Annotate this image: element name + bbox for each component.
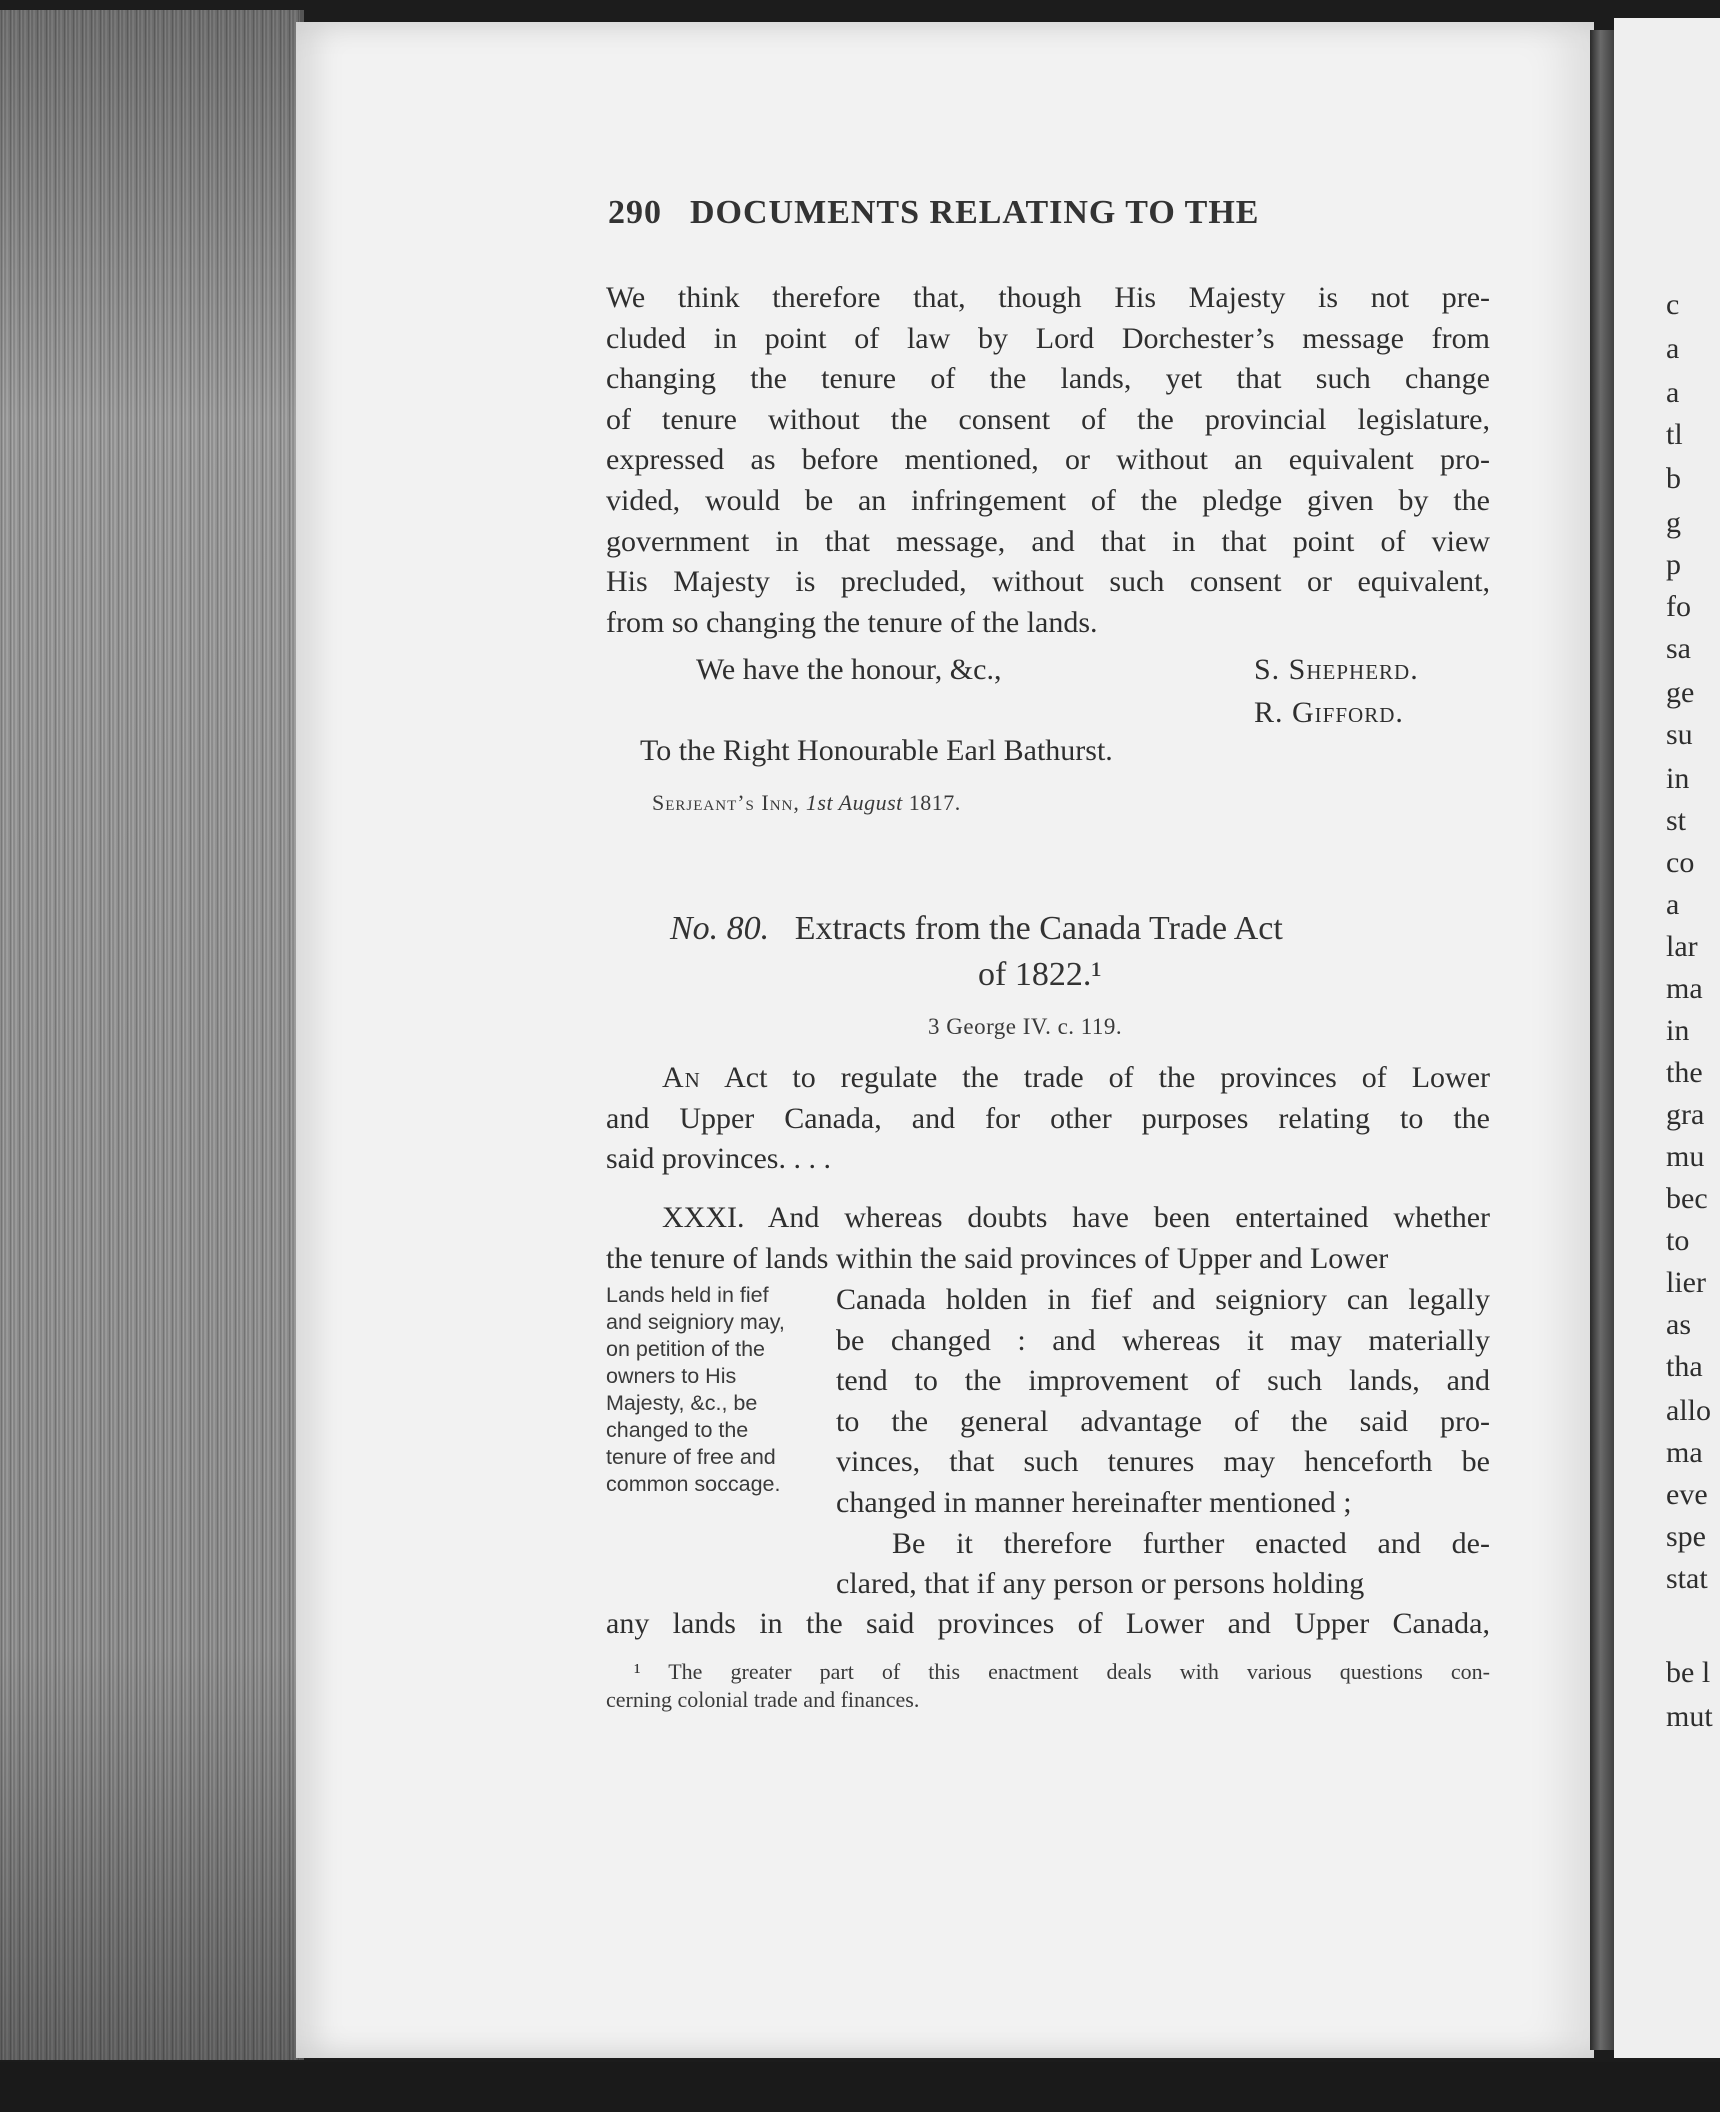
facing-page-fragment: mu	[1666, 1140, 1705, 1173]
facing-page-fragment: b	[1666, 462, 1681, 495]
statute-citation: 3 George IV. c. 119.	[928, 1014, 1123, 1039]
facing-page-fragment: mut	[1666, 1700, 1713, 1733]
addressee: To the Right Honourable Earl Bathurst.	[640, 734, 1113, 767]
opening-line: government in that message, and that in that point of view	[606, 524, 1490, 558]
document-number: No. 80.	[670, 910, 770, 947]
facing-page-fragment: g	[1666, 506, 1681, 539]
page-content	[296, 22, 1594, 2058]
section-indented-line: be changed : and whereas it may materially	[836, 1323, 1490, 1357]
facing-page-fragment: spe	[1666, 1520, 1706, 1553]
opening-line: cluded in point of law by Lord Dorchester’s message from	[606, 321, 1490, 355]
running-head-title: DOCUMENTS RELATING TO THE	[690, 194, 1260, 231]
book-page-edges	[0, 10, 304, 2060]
section-indented-line: Be it therefore further enacted and de-	[892, 1526, 1490, 1560]
margin-note-line: on petition of the	[606, 1337, 765, 1361]
footnote-line: ¹ The greater part of this enactment deals with various questions con-	[634, 1659, 1490, 1684]
footnote-line: cerning colonial trade and finances.	[606, 1687, 920, 1712]
section-indented-line: changed in manner hereinafter mentioned ;	[836, 1485, 1352, 1519]
margin-note-line: changed to the	[606, 1418, 749, 1442]
section-xxxi-body	[836, 1280, 1490, 1605]
facing-page-fragment: eve	[1666, 1478, 1708, 1511]
section-final-line: any lands in the said provinces of Lower and Upper Canada,	[606, 1607, 1490, 1640]
section-line: XXXI. And whereas doubts have been entertained whether	[662, 1201, 1490, 1234]
facing-page-fragment: a	[1666, 332, 1680, 365]
preamble-line: said provinces. . . .	[606, 1142, 831, 1176]
document-title-line1: Extracts from the Canada Trade Act	[794, 910, 1283, 947]
document-heading-line1	[670, 910, 1283, 948]
running-head	[608, 194, 1259, 232]
margin-note-line: tenure of free and	[606, 1445, 776, 1469]
facing-page-fragment: gra	[1666, 1098, 1705, 1131]
facing-page-fragment: su	[1666, 718, 1693, 751]
facing-page-fragment: in	[1666, 762, 1690, 795]
opening-line: His Majesty is precluded, without such consent or equivalent,	[606, 565, 1490, 599]
facing-page-fragment: as	[1666, 1308, 1691, 1341]
facing-page-fragment: st	[1666, 804, 1687, 837]
facing-page-fragment: lier	[1666, 1266, 1706, 1299]
facing-page-fragment: be l	[1666, 1656, 1711, 1689]
facing-page-fragment: tl	[1666, 418, 1683, 451]
page-number: 290	[608, 194, 662, 231]
facing-page-edge	[1614, 18, 1720, 2058]
facing-page-fragment: in	[1666, 1014, 1690, 1047]
margin-note-line: Lands held in fief	[606, 1283, 769, 1307]
margin-note-line: and seigniory may,	[606, 1310, 785, 1334]
opening-line: of tenure without the consent of the provincial legislature,	[606, 402, 1490, 436]
margin-note-line: Majesty, &c., be	[606, 1391, 758, 1415]
section-indented-line: vinces, that such tenures may henceforth be	[836, 1445, 1490, 1479]
facing-page-fragment: co	[1666, 846, 1695, 879]
margin-note	[606, 1282, 844, 1498]
preamble-an: An	[662, 1061, 701, 1094]
facing-page-fragment: tha	[1666, 1350, 1703, 1383]
dateline-date: 1st August	[805, 790, 903, 815]
opening-paragraph	[606, 278, 1490, 643]
section-xxxi-opening	[606, 1198, 1490, 1279]
dateline-year: 1817.	[908, 790, 961, 815]
margin-note-line: common soccage.	[606, 1472, 781, 1496]
closing-salutation: We have the honour, &c.,	[696, 653, 1002, 686]
section-xxxi-final	[606, 1604, 1490, 1645]
facing-page-fragment: c	[1666, 288, 1680, 321]
document-title-line2: of 1822.¹	[978, 956, 1102, 993]
facing-page-fragment: sa	[1666, 632, 1691, 665]
facing-page-fragment: lar	[1666, 930, 1698, 963]
facing-page-fragment: stat	[1666, 1562, 1708, 1595]
facing-page-fragment: fo	[1666, 590, 1691, 623]
book-gutter	[1590, 30, 1616, 2050]
facing-page-fragment: ma	[1666, 972, 1703, 1005]
opening-line: from so changing the tenure of the lands.	[606, 605, 1098, 639]
facing-page-fragment: p	[1666, 548, 1681, 581]
book-page	[296, 22, 1594, 2058]
section-indented-line: to the general advantage of the said pro-	[836, 1404, 1490, 1438]
signatory-shepherd: S. Shepherd.	[1254, 653, 1419, 686]
facing-page-fragment: ma	[1666, 1436, 1703, 1469]
facing-page-fragment: a	[1666, 888, 1680, 921]
opening-line: vided, would be an infringement of the pledge given by the	[606, 483, 1490, 517]
facing-page-fragment: the	[1666, 1056, 1703, 1089]
opening-line: changing the tenure of the lands, yet that such change	[606, 362, 1490, 396]
section-line: the tenure of lands within the said provinces of Upper and Lower	[606, 1241, 1389, 1275]
opening-line: expressed as before mentioned, or without an equivalent pro-	[606, 443, 1490, 477]
margin-note-line: owners to His	[606, 1364, 737, 1388]
facing-page-fragment: allo	[1666, 1394, 1711, 1427]
facing-page-fragment: ge	[1666, 676, 1695, 709]
act-preamble	[606, 1058, 1490, 1180]
section-indented-line: Canada holden in fief and seigniory can legally	[836, 1283, 1490, 1316]
facing-page-fragment: bec	[1666, 1182, 1708, 1215]
opening-line: We think therefore that, though His Majesty is not pre-	[606, 281, 1490, 314]
signatory-gifford: R. Gifford.	[1254, 696, 1404, 729]
facing-page-fragment: to	[1666, 1224, 1690, 1257]
scan-bottom-edge	[0, 2062, 1720, 2112]
facing-page-fragment: a	[1666, 376, 1680, 409]
dateline	[652, 790, 961, 816]
section-indented-line: clared, that if any person or persons holding	[836, 1567, 1365, 1601]
preamble-line: and Upper Canada, and for other purposes relating to the	[606, 1101, 1490, 1135]
footnote	[606, 1658, 1490, 1714]
dateline-place: Serjeant’s Inn,	[652, 790, 800, 815]
section-indented-line: tend to the improvement of such lands, and	[836, 1364, 1490, 1398]
preamble-line: An Act to regulate the trade of the provinces of Lower	[662, 1061, 1490, 1094]
